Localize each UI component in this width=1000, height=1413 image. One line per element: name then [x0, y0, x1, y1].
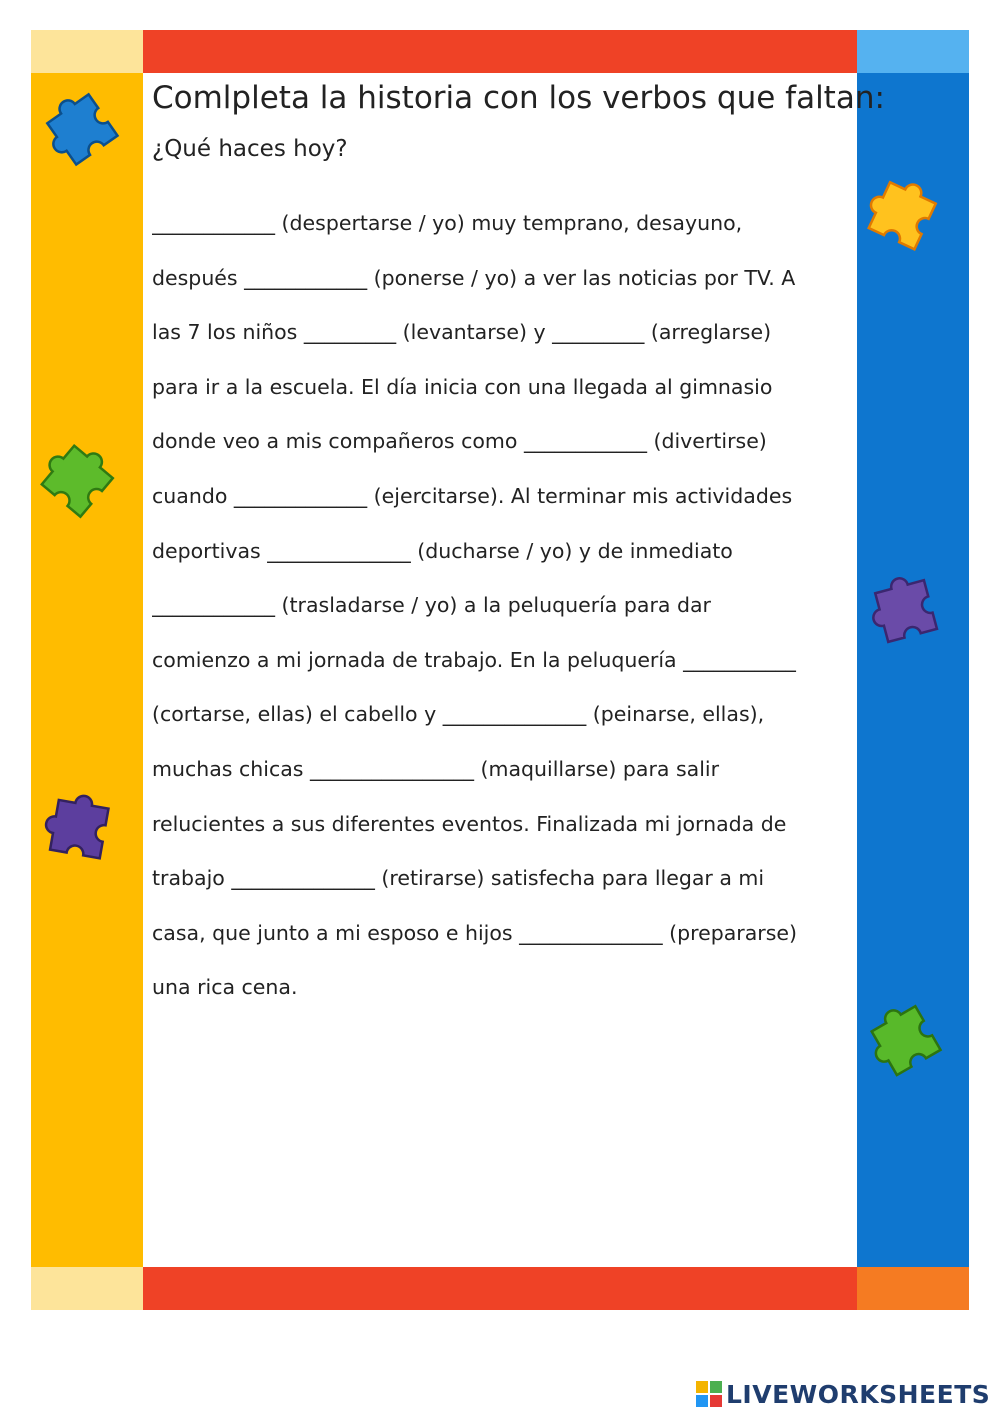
purple-puzzle-icon: [38, 783, 122, 867]
bottom-right-corner-band: [857, 1267, 969, 1310]
story-line: trabajo ______________ (retirarse) satisfecha para llegar a mi: [152, 866, 765, 891]
story-line: las 7 los niños _________ (levantarse) y _________ (arreglarse): [152, 320, 772, 345]
left-yellow-band: [31, 73, 143, 1267]
liveworksheets-logo[interactable]: [696, 1377, 990, 1411]
bottom-red-band: [143, 1267, 857, 1310]
story-line: comienzo a mi jornada de trabajo. En la peluquería ___________: [152, 647, 796, 672]
story-line: muchas chicas ________________ (maquillarse) para salir: [152, 756, 720, 781]
green-puzzle-icon: [862, 995, 946, 1079]
bottom-left-corner-band: [31, 1267, 143, 1310]
green-puzzle-icon: [38, 436, 122, 520]
worksheet-title: Comlpleta la historia con los verbos que faltan:: [152, 80, 885, 116]
top-red-band: [143, 30, 857, 73]
story-line: relucientes a sus diferentes eventos. Finalizada mi jornada de: [152, 811, 787, 836]
story-paragraph: [152, 205, 852, 1024]
story-line: después ____________ (ponerse / yo) a ver las noticias por TV. A: [152, 265, 796, 290]
brand-name: LIVEWORKSHEETS: [726, 1379, 991, 1409]
story-line: deportivas ______________ (ducharse / yo) y de inmediato: [152, 538, 733, 563]
story-line: una rica cena.: [152, 975, 298, 1000]
worksheet-subtitle: ¿Qué haces hoy?: [152, 136, 348, 162]
purple-puzzle-icon: [863, 565, 947, 649]
top-left-corner-band: [31, 30, 143, 73]
top-right-corner-band: [857, 30, 969, 73]
story-line: casa, que junto a mi esposo e hijos ______________ (prepararse): [152, 920, 798, 945]
story-line: cuando _____________ (ejercitarse). Al terminar mis actividades: [152, 483, 793, 508]
orange-puzzle-icon: [862, 170, 946, 254]
story-line: ____________ (trasladarse / yo) a la peluquería para dar: [152, 593, 711, 618]
blue-puzzle-icon: [38, 84, 122, 168]
story-line: (cortarse, ellas) el cabello y ______________ (peinarse, ellas),: [152, 702, 765, 727]
story-line: para ir a la escuela. El día inicia con una llegada al gimnasio: [152, 374, 773, 399]
live-blocks-icon: [696, 1381, 722, 1407]
story-line: donde veo a mis compañeros como ____________ (divertirse): [152, 429, 767, 454]
story-line: ____________ (despertarse / yo) muy temprano, desayuno,: [152, 211, 743, 235]
